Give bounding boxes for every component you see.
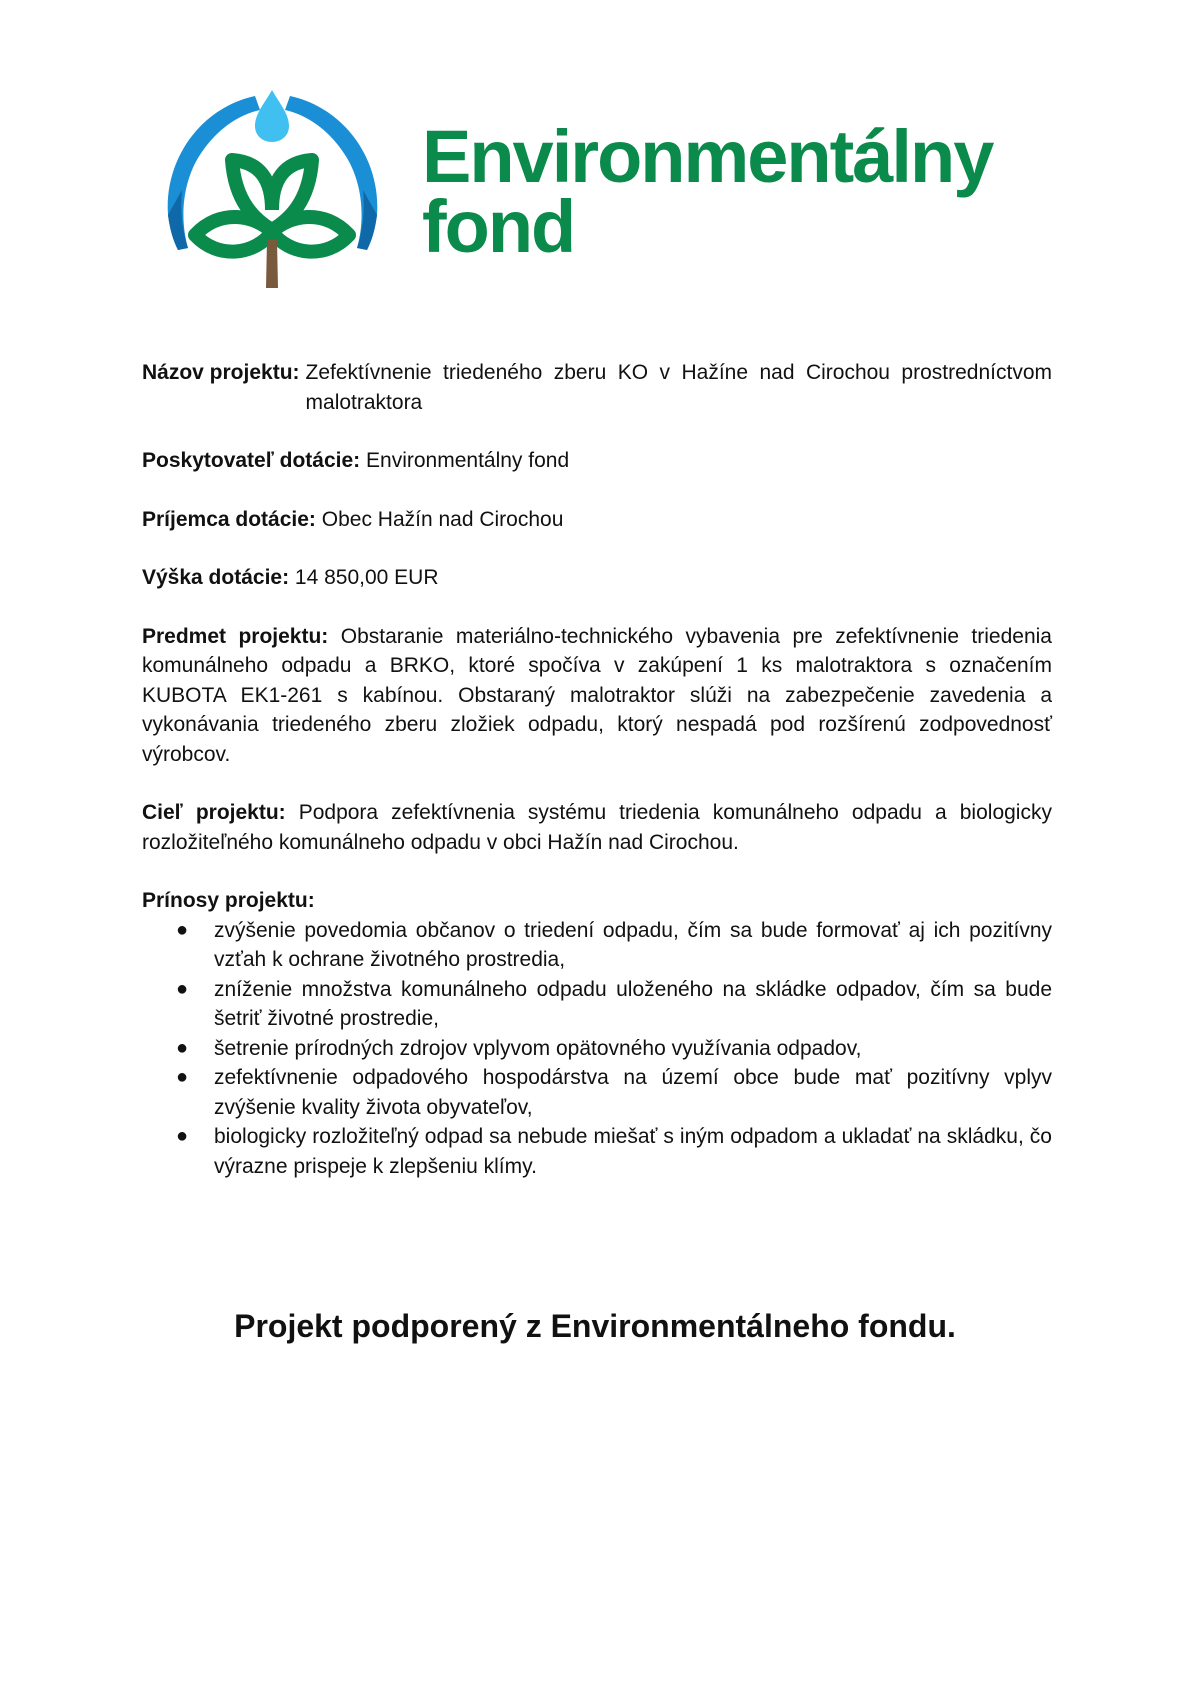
list-item: ● zefektívnenie odpadového hospodárstva na území obce bude mať pozitívny vplyv zvýšenie kvality života obyvateľov, — [142, 1063, 1052, 1122]
logo-line-2: fond — [422, 185, 575, 268]
recipient-label: Príjemca dotácie: — [142, 507, 316, 531]
project-details — [142, 358, 1052, 1181]
amount-row — [142, 563, 1052, 593]
list-item: ● biologicky rozložiteľný odpad sa nebude miešať s iným odpadom a ukladať na skládku, čo výrazne prispeje k zlepšeniu klímy. — [142, 1122, 1052, 1181]
benefits-heading: Prínosy projektu: — [142, 889, 315, 912]
bullet-icon: ● — [176, 918, 189, 941]
list-item: ● šetrenie prírodných zdrojov vplyvom opätovného využívania odpadov, — [142, 1034, 1052, 1064]
goal-row — [142, 798, 1052, 857]
recipient-value: Obec Hažín nad Cirochou — [321, 507, 564, 531]
recipient-row — [142, 505, 1052, 535]
subject-label: Predmet projektu: — [142, 624, 329, 648]
provider-value: Environmentálny fond — [366, 449, 570, 472]
list-item: ● zvýšenie povedomia občanov o triedení odpadu, čím sa bude formovať aj ich pozitívny vzťah k ochrane životného prostredia, — [142, 916, 1052, 975]
provider-row — [142, 446, 1052, 476]
logo-wordmark — [422, 115, 993, 268]
environmentalny-fond-logo — [160, 90, 993, 310]
bullet-icon: ● — [176, 1036, 189, 1059]
project-name-value: Zefektívnenie triedeného zberu KO v Hažíne nad Cirochou prostredníctvom malotraktora — [305, 361, 1052, 414]
bullet-icon: ● — [176, 1125, 189, 1147]
project-name-row — [142, 358, 1052, 417]
bullet-icon: ● — [176, 1066, 189, 1088]
list-item: ● zníženie množstva komunálneho odpadu uloženého na skládke odpadov, čím sa bude šetriť životné prostredie, — [142, 975, 1052, 1034]
tree-water-drop-icon — [160, 90, 385, 305]
amount-label: Výška dotácie: — [142, 566, 290, 589]
goal-value: Podpora zefektívnenia systému triedenia komunálneho odpadu a biologicky rozložiteľného komunálneho odpadu v obci Hažín nad Cirochou. — [142, 801, 1052, 854]
benefits-list — [142, 916, 1052, 1182]
bullet-icon: ● — [176, 977, 189, 1000]
amount-value: 14 850,00 EUR — [294, 566, 439, 589]
project-name-label: Názov projektu: — [142, 361, 300, 384]
subject-value: Obstaranie materiálno-technického vybavenia pre zefektívnenie triedenia komunálneho odpadu a BRKO, ktoré spočíva v zakúpení 1 ks malotraktora s označením KUBOTA EK1-261 s kabínou. Obstaraný malotraktor slúži na zabezpečenie zavedenia a vykonávania triedeného zberu zložiek odpadu, ktorý nespadá pod rozšírenú zodpovednosť výrobcov. — [142, 624, 1052, 766]
subject-row — [142, 622, 1052, 770]
footer-statement: Projekt podporený z Environmentálneho fondu. — [234, 1308, 956, 1344]
goal-label: Cieľ projektu: — [142, 801, 286, 824]
logo-line-1: Environmentálny — [422, 115, 993, 198]
provider-label: Poskytovateľ dotácie: — [142, 449, 361, 472]
